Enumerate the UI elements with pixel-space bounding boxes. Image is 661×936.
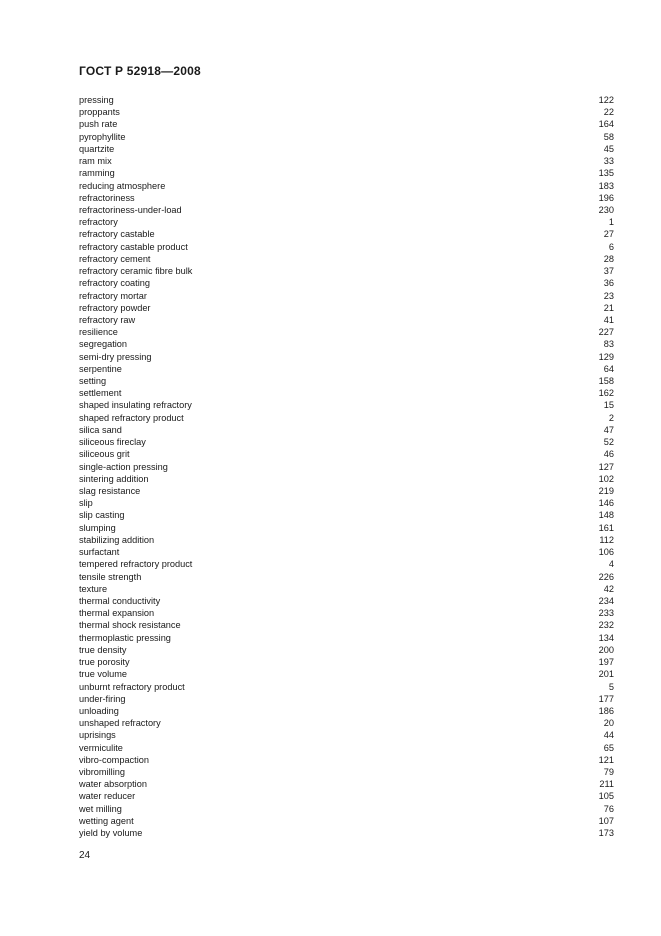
index-term: serpentine [79,363,122,374]
index-term: slumping [79,522,116,533]
index-term-number: 6 [608,241,614,252]
index-term-number: 79 [603,767,614,778]
term-index-list [79,94,614,839]
index-term: slip casting [79,510,125,521]
index-term: stabilizing addition [79,534,155,545]
index-entry [79,241,614,253]
index-term: true porosity [79,657,130,668]
index-entry [79,253,614,265]
index-entry [79,167,614,179]
index-entry [79,387,614,399]
index-term-number: 232 [598,620,614,631]
index-term: refractory [79,217,118,228]
index-term: resilience [79,327,118,338]
index-term-number: 44 [603,730,614,741]
index-term-number: 33 [603,156,614,167]
index-term: refractory ceramic fibre bulk [79,266,193,277]
index-entry [79,180,614,192]
index-term: semi-dry pressing [79,351,152,362]
index-entry [79,375,614,387]
index-entry [79,314,614,326]
index-term: silica sand [79,424,122,435]
index-term: pressing [79,95,114,105]
index-entry [79,546,614,558]
index-entry [79,668,614,680]
index-term-number: 135 [598,168,614,179]
index-term-number: 121 [598,754,614,765]
index-term-number: 42 [603,583,614,594]
index-entry [79,302,614,314]
index-entry [79,412,614,424]
index-term: ramming [79,168,115,179]
index-entry [79,619,614,631]
index-entry [79,803,614,815]
index-term-number: 226 [598,571,614,582]
index-term: thermal conductivity [79,595,161,606]
index-term: wetting agent [79,815,134,826]
index-entry [79,290,614,302]
index-term: unloading [79,705,119,716]
index-term: sintering addition [79,473,149,484]
index-term: unburnt refractory product [79,681,185,692]
index-term: water absorption [79,779,147,790]
index-entry [79,192,614,204]
index-entry [79,363,614,375]
index-term-number: 15 [603,400,614,411]
index-term: siliceous grit [79,449,130,460]
index-term-number: 186 [598,705,614,716]
index-term-number: 200 [598,644,614,655]
index-term: refractory castable product [79,241,188,252]
index-term-number: 64 [603,363,614,374]
index-entry [79,338,614,350]
index-entry [79,766,614,778]
index-term-number: 21 [603,302,614,313]
index-entry [79,754,614,766]
index-term: true volume [79,669,128,680]
index-entry [79,522,614,534]
index-term-number: 227 [598,327,614,338]
index-term: wet milling [79,803,122,814]
index-term-number: 83 [603,339,614,350]
index-entry [79,143,614,155]
index-entry [79,607,614,619]
index-entry [79,351,614,363]
index-term: texture [79,583,108,594]
index-term: thermal expansion [79,608,155,619]
index-term-number: 233 [598,608,614,619]
index-term: slag resistance [79,486,141,496]
index-entry [79,595,614,607]
index-term: refractory raw [79,314,136,325]
index-term-number: 173 [598,828,614,839]
index-term-number: 161 [598,522,614,533]
index-term: settlement [79,388,122,399]
index-term: refractory castable [79,229,155,240]
index-term: refractory coating [79,278,150,289]
index-term: slip [79,498,93,509]
index-entry [79,656,614,668]
index-term-number: 36 [603,278,614,289]
index-entry [79,326,614,338]
index-term-number: 46 [603,449,614,460]
index-term-number: 201 [598,669,614,680]
index-term-number: 105 [598,791,614,802]
index-term: water reducer [79,791,136,802]
index-term-number: 4 [608,559,614,570]
index-entry [79,815,614,827]
index-term: vibro-compaction [79,754,149,765]
index-entry [79,155,614,167]
index-term-number: 234 [598,595,614,606]
index-term-number: 65 [603,742,614,753]
index-entry [79,644,614,656]
index-entry [79,729,614,741]
index-term-number: 164 [598,119,614,130]
index-term: shaped insulating refractory [79,400,192,411]
index-entry [79,399,614,411]
index-entry [79,790,614,802]
index-term-number: 47 [603,424,614,435]
index-entry [79,424,614,436]
index-term-number: 20 [603,718,614,729]
index-entry [79,558,614,570]
index-term-number: 112 [599,534,614,545]
index-term-number: 183 [598,180,614,191]
index-term: thermoplastic pressing [79,632,171,643]
index-entry [79,742,614,754]
index-term-number: 58 [603,131,614,142]
index-term-number: 27 [603,229,614,240]
index-term-number: 129 [598,351,614,362]
index-term: proppants [79,107,120,118]
index-term-number: 23 [603,290,614,301]
index-entry [79,216,614,228]
index-term-number: 1 [608,217,614,228]
index-entry [79,497,614,509]
index-term: under-firing [79,693,126,704]
index-term-number: 197 [598,657,614,668]
index-term: true density [79,644,127,655]
index-entry [79,277,614,289]
index-term: quartzite [79,143,115,154]
index-term-number: 127 [598,461,614,472]
index-entry [79,571,614,583]
index-term: reducing atmosphere [79,180,166,191]
index-term-number: 52 [603,437,614,448]
index-term: siliceous fireclay [79,437,146,448]
index-term: refractory powder [79,302,151,313]
index-term-number: 107 [598,815,614,826]
index-term-number: 146 [598,498,614,509]
index-term-number: 28 [603,253,614,264]
index-term-number: 2 [608,412,614,423]
index-term: ram mix [79,156,112,167]
index-term-number: 211 [599,779,614,790]
index-term: uprisings [79,730,116,741]
index-term-number: 5 [608,681,614,692]
index-term-number: 148 [598,510,614,521]
index-term: push rate [79,119,118,130]
index-entry [79,106,614,118]
index-term: yield by volume [79,828,143,839]
index-term-number: 102 [598,473,614,484]
index-term-number: 158 [598,376,614,387]
index-term-number: 122 [598,95,614,105]
index-entry [79,265,614,277]
index-term-number: 106 [598,547,614,558]
index-entry [79,473,614,485]
index-entry [79,461,614,473]
index-term-number: 196 [598,192,614,203]
index-term: segregation [79,339,128,350]
index-term-number: 134 [598,632,614,643]
index-term: refractoriness-under-load [79,204,182,215]
index-entry [79,534,614,546]
index-term-number: 177 [598,693,614,704]
index-term: surfactant [79,547,120,558]
index-entry [79,632,614,644]
index-entry [79,448,614,460]
index-term-number: 230 [598,204,614,215]
page-number: 24 [79,850,91,861]
index-entry [79,436,614,448]
index-term: pyrophyllite [79,131,126,142]
index-entry [79,693,614,705]
index-entry [79,94,614,106]
index-term: refractory cement [79,253,151,264]
index-entry [79,681,614,693]
index-term: tempered refractory product [79,559,193,570]
index-term: refractoriness [79,192,135,203]
document-header: ГОСТ Р 52918—2008 [79,64,201,78]
index-entry [79,705,614,717]
index-entry [79,583,614,595]
index-term: vermiculite [79,742,123,753]
index-term: shaped refractory product [79,412,184,423]
index-term: single-action pressing [79,461,168,472]
index-entry [79,204,614,216]
index-entry [79,228,614,240]
index-term: vibromilling [79,767,125,778]
index-term: thermal shock resistance [79,620,181,631]
index-term-number: 45 [603,143,614,154]
index-term-number: 219 [598,486,614,496]
index-term: refractory mortar [79,290,147,301]
index-term: unshaped refractory [79,718,161,729]
index-entry [79,717,614,729]
index-entry [79,131,614,143]
index-entry [79,118,614,130]
index-term: tensile strength [79,571,142,582]
index-entry [79,485,614,497]
index-entry [79,827,614,839]
index-term-number: 22 [603,107,614,118]
index-term-number: 162 [598,388,614,399]
index-term-number: 37 [603,266,614,277]
index-term-number: 76 [603,803,614,814]
index-entry [79,509,614,521]
index-entry [79,778,614,790]
index-term: setting [79,376,107,387]
index-term-number: 41 [603,314,614,325]
